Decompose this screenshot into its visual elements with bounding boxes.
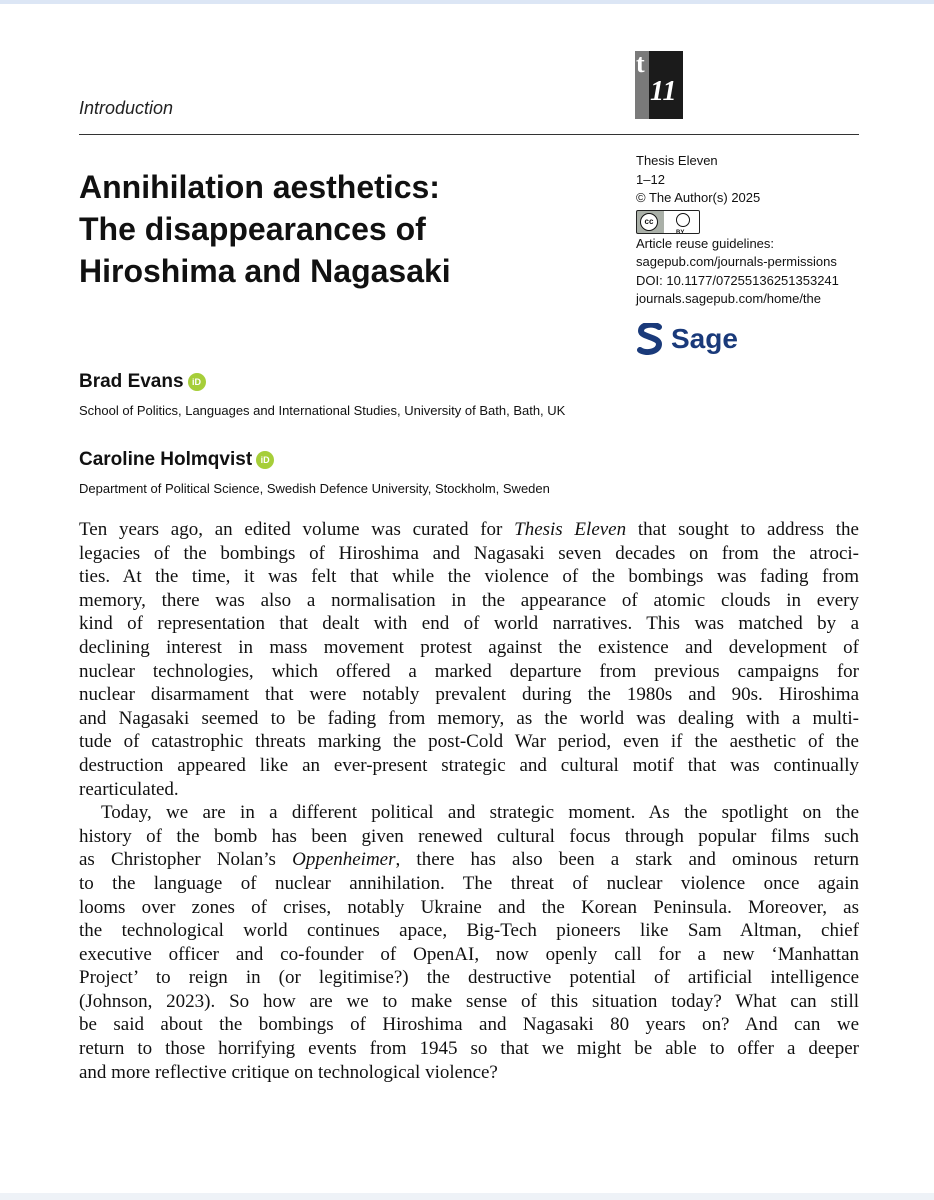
title-line: Annihilation aesthetics: bbox=[79, 169, 440, 205]
text-line bbox=[79, 707, 859, 731]
journal-logo-number: 11 bbox=[650, 76, 677, 107]
author-name: Brad Evans bbox=[79, 371, 184, 392]
text-line bbox=[79, 778, 859, 802]
text-run: nuclear technologies, which offered a marked departure from previous campaigns for bbox=[79, 660, 859, 682]
section-label: Introduction bbox=[79, 98, 174, 118]
paragraph-1 bbox=[79, 518, 859, 801]
author-name: Caroline Holmqvist bbox=[79, 449, 253, 470]
author-2 bbox=[79, 449, 274, 471]
title-line: The disappearances of bbox=[79, 211, 426, 247]
text-line bbox=[79, 825, 859, 849]
header-rule bbox=[79, 134, 859, 135]
text-line bbox=[79, 730, 859, 754]
copyright: © The Author(s) 2025 bbox=[636, 190, 761, 205]
sage-s-icon bbox=[637, 323, 663, 355]
text-line bbox=[79, 801, 859, 825]
permissions-link[interactable]: sagepub.com/journals-permissions bbox=[636, 254, 837, 269]
viewer-top-bar bbox=[0, 0, 934, 4]
orcid-icon[interactable]: iD bbox=[256, 451, 274, 469]
text-line bbox=[79, 542, 859, 566]
viewer-bottom-bar bbox=[0, 1193, 934, 1200]
text-run: be said about the bombings of Hiroshima and Nagasaki 80 years on? And can we bbox=[79, 1014, 859, 1036]
text-line bbox=[79, 1037, 859, 1061]
text-run: rearticulated. bbox=[79, 778, 179, 800]
text-run: return to those horrifying events from 1945 so that we might be able to offer a deeper bbox=[79, 1038, 859, 1060]
text-line bbox=[79, 1061, 859, 1085]
text-run: legacies of the bombings of Hiroshima and Nagasaki seven decades on from the atroci- bbox=[79, 542, 859, 564]
text-line bbox=[79, 636, 859, 660]
journal-homepage-link[interactable]: journals.sagepub.com/home/the bbox=[636, 291, 822, 306]
text-line bbox=[79, 612, 859, 636]
text-line bbox=[79, 1013, 859, 1037]
text-run: Ten years ago, an edited volume was curated for bbox=[79, 519, 515, 540]
italic-title: Thesis Eleven bbox=[514, 519, 627, 540]
text-line bbox=[79, 518, 859, 542]
journal-logo-letter: t bbox=[636, 49, 645, 78]
text-line bbox=[79, 660, 859, 684]
title-line: Hiroshima and Nagasaki bbox=[79, 253, 451, 289]
text-run: tude of catastrophic threats marking the post-Cold War period, even if the aesthetic of the bbox=[79, 731, 859, 753]
text-run: to the language of nuclear annihilation. The threat of nuclear violence once again bbox=[79, 872, 859, 894]
author-affiliation: School of Politics, Languages and International Studies, University of Bath, Bath, UK bbox=[79, 403, 566, 418]
text-run: kind of representation that dealt with end of world narratives. This was matched by a bbox=[79, 613, 859, 635]
text-run: declining interest in mass movement protest against the existence and development of bbox=[79, 636, 859, 658]
text-run: history of the bomb has been given renewed cultural focus through popular films such bbox=[79, 825, 859, 847]
sage-logo bbox=[637, 322, 738, 356]
sage-wordmark: Sage bbox=[671, 323, 738, 354]
text-run: executive officer and co-founder of OpenAI, now openly call for a new ‘Manhattan bbox=[79, 943, 859, 965]
page-range: 1–12 bbox=[636, 171, 665, 187]
text-run: looms over zones of crises, notably Ukraine and the Korean Peninsula. Moreover, as bbox=[79, 896, 859, 918]
text-line bbox=[79, 565, 859, 589]
text-run: nuclear disarmament that were notably prevalent during the 1980s and 90s. Hiroshima bbox=[79, 684, 859, 706]
text-run: Project’ to reign in (or legitimise?) the destructive potential of artificial intelligence bbox=[79, 967, 859, 989]
text-run: memory, there was also a normalisation in the appearance of atomic clouds in every bbox=[79, 589, 859, 611]
text-line bbox=[79, 589, 859, 613]
doi[interactable]: DOI: 10.1177/07255136251353241 bbox=[636, 272, 839, 288]
paragraph-2 bbox=[79, 801, 859, 1084]
article-meta bbox=[636, 152, 866, 309]
text-line bbox=[79, 990, 859, 1014]
text-run: that sought to address the bbox=[626, 519, 859, 540]
text-run: the technological world continues apace, Big-Tech pioneers like Sam Altman, chief bbox=[79, 920, 859, 942]
text-run: destruction appeared like an ever-present strategic and cultural motif that was continually bbox=[79, 754, 859, 776]
journal-name: Thesis Eleven bbox=[636, 153, 718, 168]
text-line bbox=[79, 683, 859, 707]
by-icon: BY bbox=[664, 211, 699, 233]
text-line bbox=[79, 943, 859, 967]
cc-icon: cc bbox=[640, 213, 658, 231]
italic-title: Oppenheimer bbox=[292, 849, 396, 871]
text-run: as Christopher Nolan’s bbox=[79, 849, 293, 871]
text-run: and Nagasaki seemed to be fading from memory, as the world was dealing with a multi- bbox=[79, 707, 859, 729]
text-line bbox=[79, 754, 859, 778]
text-line bbox=[79, 872, 859, 896]
text-run: ties. At the time, it was felt that while the violence of the bombings was fading from bbox=[79, 566, 859, 588]
text-line bbox=[79, 896, 859, 920]
text-line bbox=[79, 919, 859, 943]
text-run: Today, we are in a different political and strategic moment. As the spotlight on the bbox=[101, 802, 859, 824]
author-affiliation: Department of Political Science, Swedish Defence University, Stockholm, Sweden bbox=[79, 481, 550, 496]
journal-logo bbox=[635, 51, 683, 119]
author-1 bbox=[79, 371, 206, 393]
cc-by-license-icon[interactable] bbox=[636, 210, 700, 234]
text-line bbox=[79, 848, 859, 872]
text-run: (Johnson, 2023). So how are we to make sense of this situation today? What can still bbox=[79, 990, 859, 1012]
text-run: and more reflective critique on technological violence? bbox=[79, 1061, 498, 1083]
orcid-icon[interactable]: iD bbox=[188, 373, 206, 391]
article-body bbox=[79, 518, 859, 1084]
text-run: , there has also been a stark and ominous return bbox=[395, 849, 859, 871]
article-title bbox=[79, 166, 599, 292]
reuse-label: Article reuse guidelines: bbox=[636, 235, 775, 251]
text-line bbox=[79, 966, 859, 990]
